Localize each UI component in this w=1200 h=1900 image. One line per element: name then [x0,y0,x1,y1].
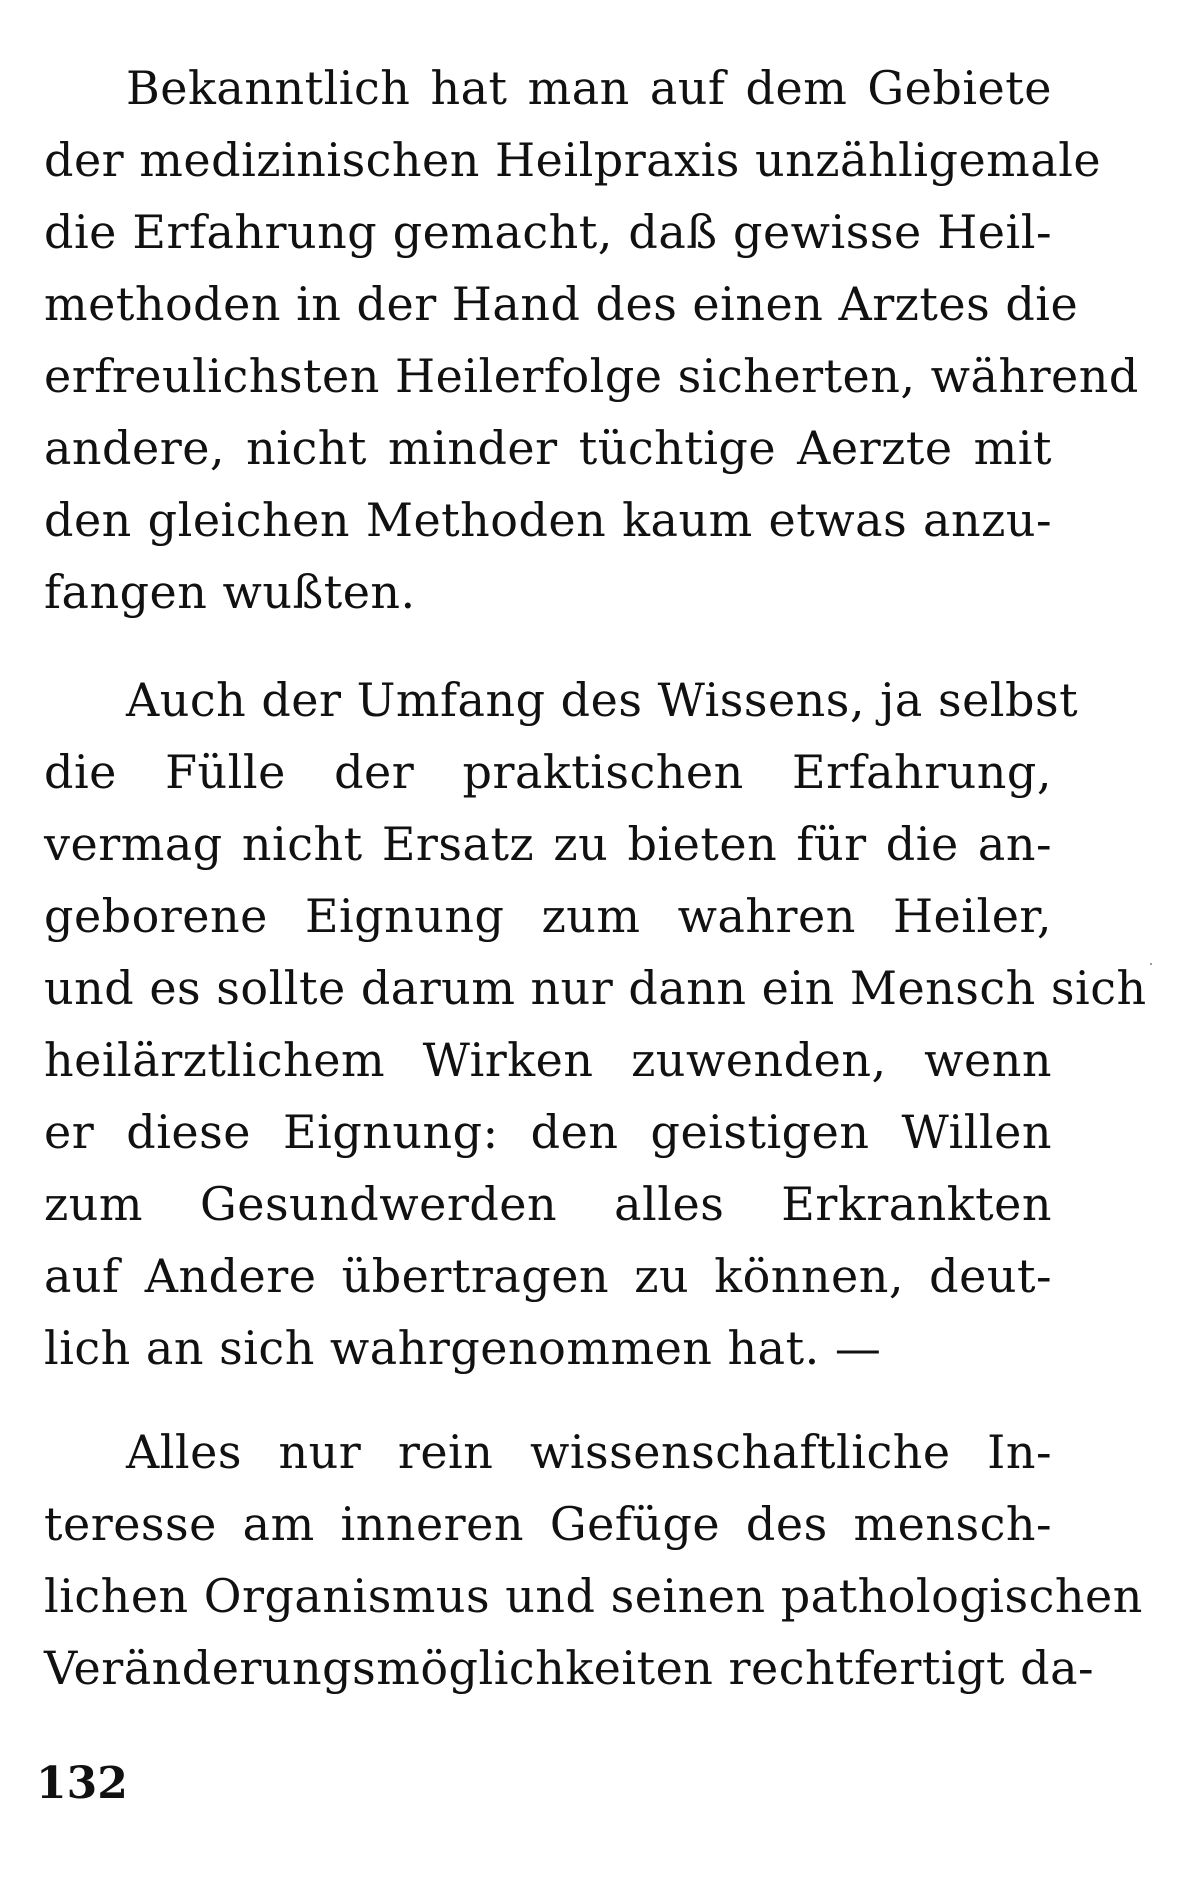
paragraph-1 [44,52,1139,628]
paragraph-2 [44,664,1147,1384]
text-line: vermag nicht Ersatz zu bieten für die an- [44,817,1052,871]
text-line: Alles nur rein wissenschaftliche In- [126,1425,1052,1479]
text-line: die Erfahrung gemacht, daß gewisse Heil- [44,205,1052,259]
text-line: er diese Eignung: den geistigen Willen [44,1105,1052,1159]
text-line: lichen Organismus und seinen pathologischen [44,1569,1143,1623]
text-line: Auch der Umfang des Wissens, ja selbst [126,673,1079,727]
paragraph-3 [44,1416,1143,1704]
text-line: heilärztlichem Wirken zuwenden, wenn [44,1033,1052,1087]
text-line: geborene Eignung zum wahren Heiler, [44,889,1052,943]
text-line: die Fülle der praktischen Erfahrung, [44,745,1052,799]
text-line: und es sollte darum nur dann ein Mensch sich [44,961,1147,1015]
text-line: erfreulichsten Heilerfolge sicherten, während [44,349,1139,403]
text-line: den gleichen Methoden kaum etwas anzu- [44,493,1052,547]
text-line: lich an sich wahrgenommen hat. — [44,1321,882,1375]
text-line: Veränderungsmöglichkeiten rechtfertigt da- [44,1641,1095,1695]
text-line: der medizinischen Heilpraxis unzähligemale [44,133,1102,187]
text-line: zum Gesundwerden alles Erkrankten [44,1177,1052,1231]
text-line: andere, nicht minder tüchtige Aerzte mit [44,421,1052,475]
print-speck [1150,963,1152,965]
text-line: fangen wußten. [44,565,416,619]
text-line: teresse am inneren Gefüge des mensch- [44,1497,1052,1551]
text-line: Bekanntlich hat man auf dem Gebiete [126,61,1052,115]
text-line: auf Andere übertragen zu können, deut- [44,1249,1052,1303]
text-line: methoden in der Hand des einen Arztes die [44,277,1079,331]
page-number: 132 [36,1758,128,1809]
